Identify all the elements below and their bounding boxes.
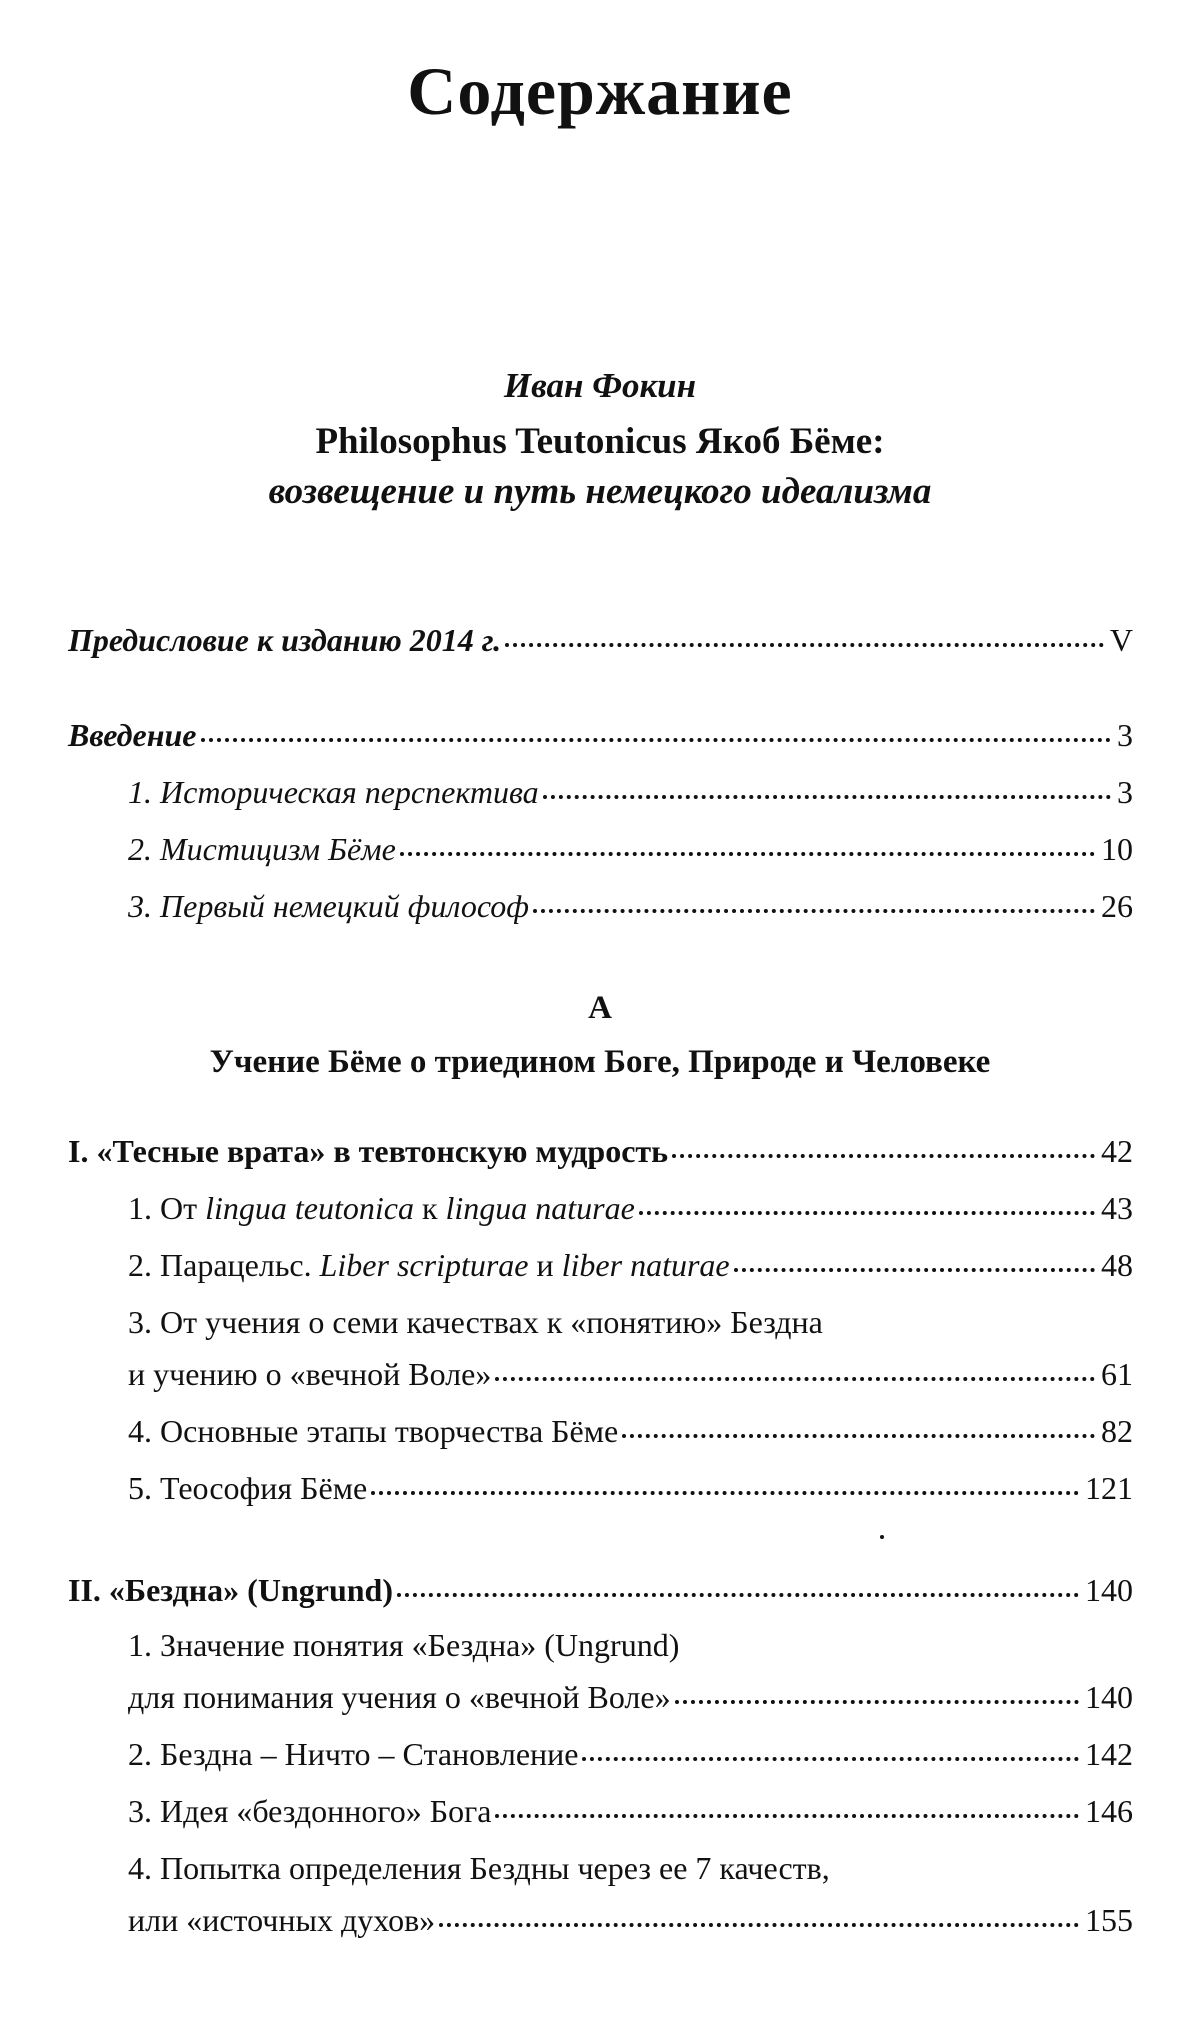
toc-entry-label: и учению о «вечной Воле» xyxy=(128,1356,492,1392)
toc-entry-page: 61 xyxy=(1101,1356,1133,1392)
page-title: Содержание xyxy=(407,53,793,129)
toc-entry-label: 3. Первый немецкий философ xyxy=(128,888,529,924)
book-subtitle-line2: возвещение и путь немецкого идеализма xyxy=(268,471,932,512)
toc-entry-page: 140 xyxy=(1085,1679,1133,1715)
toc-entry-chapter-1 xyxy=(68,1133,1133,1169)
toc-entry-page: 140 xyxy=(1085,1572,1133,1608)
toc-entry-page: 155 xyxy=(1085,1902,1133,1938)
dot-leader xyxy=(495,1377,1095,1381)
toc-entry-label: или «источных духов» xyxy=(128,1902,436,1938)
dot-leader xyxy=(495,1814,1079,1818)
toc-entry-ch1-4 xyxy=(128,1413,1133,1449)
toc-entry-label: 2. Бездна – Ничто – Становление xyxy=(128,1736,579,1772)
dot-leader xyxy=(622,1434,1095,1438)
toc-entry-page: V xyxy=(1109,622,1133,658)
toc-entry-ch1-1 xyxy=(128,1190,1133,1226)
toc-entry-ch1-5 xyxy=(128,1470,1133,1506)
author-name: Иван Фокин xyxy=(503,366,697,405)
dot-leader xyxy=(371,1491,1079,1495)
toc-entry-page: 48 xyxy=(1101,1247,1133,1283)
toc-entry-label: II. «Бездна» (Ungrund) xyxy=(68,1572,393,1608)
dot-leader xyxy=(201,738,1112,742)
book-subtitle-line1: Philosophus Teutonicus Якоб Бёме: xyxy=(315,421,885,462)
toc-entry-chapter-2 xyxy=(68,1572,1133,1608)
toc-entry-page: 26 xyxy=(1101,888,1133,924)
dot-leader xyxy=(672,1154,1095,1158)
dot-leader xyxy=(505,643,1104,647)
toc-entry-ch2-1 xyxy=(128,1679,1133,1715)
print-speck xyxy=(880,1535,884,1539)
dot-leader xyxy=(639,1211,1095,1215)
toc-entry-page: 42 xyxy=(1101,1133,1133,1169)
dot-leader xyxy=(582,1757,1079,1761)
toc-entry-ch2-3 xyxy=(128,1793,1133,1829)
dot-leader xyxy=(400,852,1095,856)
toc-entry-page: 121 xyxy=(1085,1470,1133,1506)
toc-entry-page: 142 xyxy=(1085,1736,1133,1772)
dot-leader xyxy=(675,1700,1079,1704)
toc-entry-label: 4. Основные этапы творчества Бёме xyxy=(128,1413,619,1449)
toc-entry-page: 43 xyxy=(1101,1190,1133,1226)
toc-entry-page: 10 xyxy=(1101,831,1133,867)
toc-entry-page: 3 xyxy=(1117,774,1133,810)
toc-entry-intro xyxy=(68,717,1133,753)
toc-entry-label: 1. Историческая перспектива xyxy=(128,774,539,810)
toc-entry-ch2-1-line1: 1. Значение понятия «Бездна» (Ungrund) xyxy=(128,1627,680,1663)
toc-entry-intro-3 xyxy=(128,888,1133,924)
toc-entry-label: Введение xyxy=(68,717,197,753)
toc-entry-ch1-2 xyxy=(128,1247,1133,1283)
toc-entry-preface xyxy=(68,622,1133,658)
toc-entry-page: 82 xyxy=(1101,1413,1133,1449)
toc-entry-label: I. «Тесные врата» в тевтонскую мудрость xyxy=(68,1133,669,1169)
dot-leader xyxy=(439,1923,1079,1927)
dot-leader xyxy=(397,1593,1079,1597)
toc-entry-ch2-4-line1: 4. Попытка определения Бездны через ее 7 качеств, xyxy=(128,1850,830,1886)
toc-entry-intro-1 xyxy=(128,774,1133,810)
toc-entry-label: для понимания учения о «вечной Воле» xyxy=(128,1679,671,1715)
toc-entry-label: 2. Мистицизм Бёме xyxy=(128,831,396,867)
toc-entry-ch2-2 xyxy=(128,1736,1133,1772)
toc-entry-page: 146 xyxy=(1085,1793,1133,1829)
dot-leader xyxy=(734,1268,1095,1272)
toc-entry-page: 3 xyxy=(1117,717,1133,753)
toc-entry-ch2-4 xyxy=(128,1902,1133,1938)
toc-entry-label: 5. Теософия Бёме xyxy=(128,1470,368,1506)
part-title: Учение Бёме о триедином Боге, Природе и Человеке xyxy=(209,1044,991,1080)
toc-entry-label: Предисловие к изданию 2014 г. xyxy=(68,622,502,658)
dot-leader xyxy=(533,909,1095,913)
toc-entry-label: 2. Парацельс. Liber scripturae и liber naturae xyxy=(128,1247,730,1283)
toc-entry-label: 1. От lingua teutonica к lingua naturae xyxy=(128,1190,635,1226)
toc-entry-intro-2 xyxy=(128,831,1133,867)
part-letter: А xyxy=(588,990,612,1026)
toc-entry-label: 3. Идея «бездонного» Бога xyxy=(128,1793,492,1829)
toc-entry-ch1-3 xyxy=(128,1356,1133,1392)
dot-leader xyxy=(543,795,1111,799)
toc-entry-ch1-3-line1: 3. От учения о семи качествах к «понятию» Бездна xyxy=(128,1304,823,1340)
